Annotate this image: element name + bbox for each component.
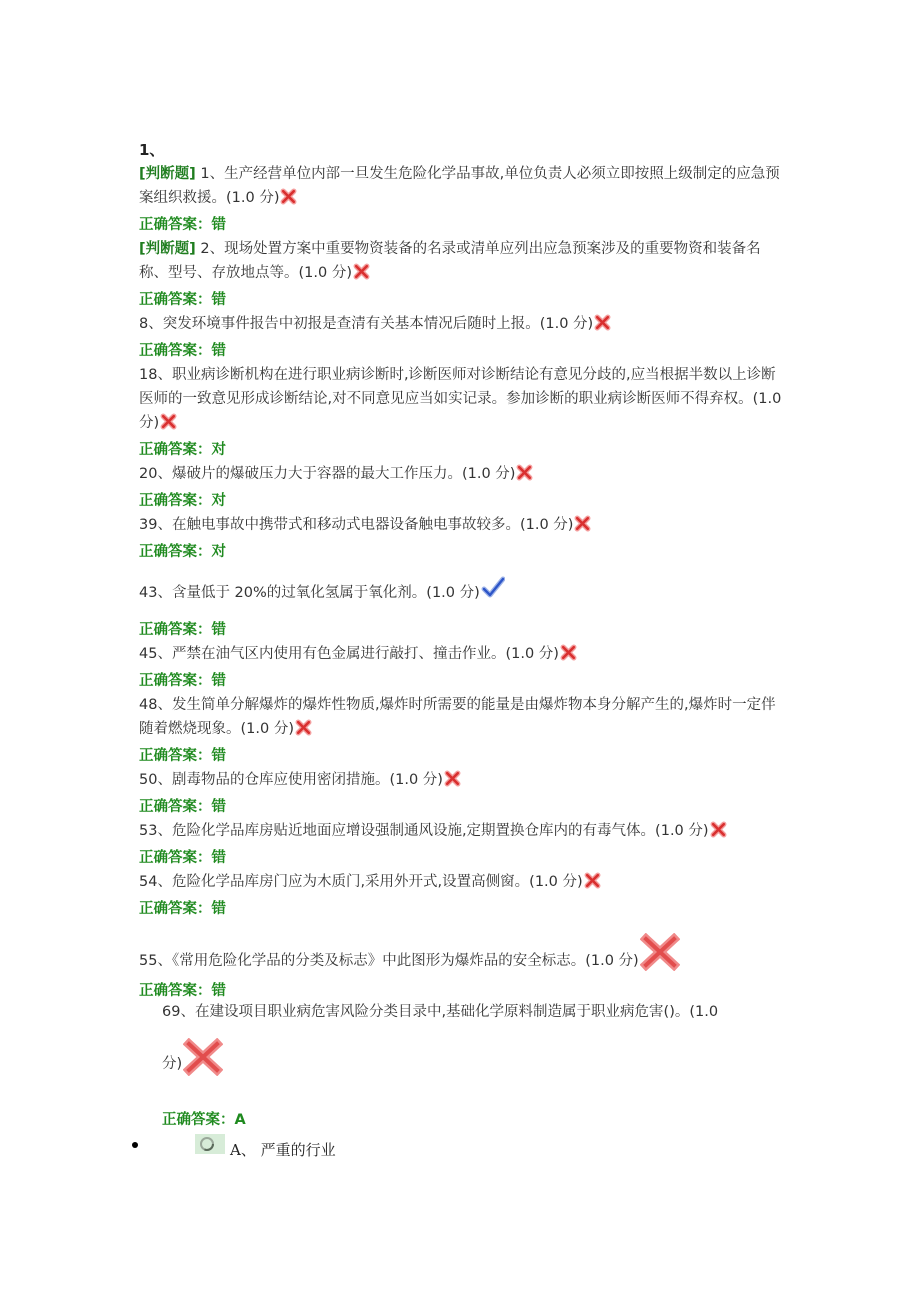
question-text bbox=[139, 933, 784, 979]
question-type-tag: [判断题] bbox=[139, 241, 196, 257]
cross-icon bbox=[280, 188, 297, 213]
radio-button[interactable] bbox=[195, 1134, 225, 1154]
spacer bbox=[139, 921, 784, 933]
correct-answer: 正确答案：错 bbox=[139, 292, 226, 308]
question-body: 43、含量低于 20%的过氧化氢属于氧化剂。(1.0 分) bbox=[139, 585, 480, 601]
question-body: 2、现场处置方案中重要物资装备的名录或清单应列出应急预案涉及的重要物资和装备名称、型号、存放地点等。(1.0 分) bbox=[139, 241, 761, 281]
question-body: 39、在触电事故中携带式和移动式电器设备触电事故较多。(1.0 分) bbox=[139, 517, 574, 533]
question-text bbox=[139, 576, 784, 608]
correct-answer: 正确答案：错 bbox=[139, 983, 226, 999]
question-69 bbox=[162, 1000, 782, 1132]
question-body: 55、《常用危险化学品的分类及标志》中此图形为爆炸品的安全标志。(1.0 分) bbox=[139, 953, 639, 969]
cross-icon bbox=[444, 770, 461, 795]
question-text bbox=[139, 312, 784, 339]
cross-icon bbox=[584, 872, 601, 897]
question-item bbox=[139, 363, 784, 462]
question-text-line: 分) bbox=[162, 1056, 183, 1072]
question-text bbox=[139, 237, 784, 288]
cross-icon bbox=[160, 413, 177, 438]
question-item bbox=[139, 693, 784, 768]
correct-answer: 正确答案：A bbox=[162, 1112, 246, 1128]
correct-answer: 正确答案：对 bbox=[139, 544, 226, 560]
question-body: 45、严禁在油气区内使用有色金属进行敲打、撞击作业。(1.0 分) bbox=[139, 646, 559, 662]
bullet-icon bbox=[132, 1142, 138, 1148]
question-body: 18、职业病诊断机构在进行职业病诊断时,诊断医师对诊断结论有意见分歧的,应当根据半数以上诊断医师的一致意见形成诊断结论,对不同意见应当如实记录。参加诊断的职业病诊断医师不得弃权。(1.0 分) bbox=[139, 367, 782, 431]
correct-answer: 正确答案：错 bbox=[139, 901, 226, 917]
question-item bbox=[139, 870, 784, 921]
question-text bbox=[139, 642, 784, 669]
option-label: A、 严重的行业 bbox=[230, 1141, 336, 1159]
cross-icon bbox=[516, 464, 533, 489]
correct-answer: 正确答案：对 bbox=[139, 442, 226, 458]
question-item bbox=[139, 564, 784, 642]
question-text bbox=[139, 162, 784, 213]
correct-answer: 正确答案：错 bbox=[139, 748, 226, 764]
question-item bbox=[139, 312, 784, 363]
question-body: 54、危险化学品库房门应为木质门,采用外开式,设置高侧窗。(1.0 分) bbox=[139, 874, 583, 890]
cross-icon bbox=[710, 821, 727, 846]
cross-icon bbox=[560, 644, 577, 669]
cross-icon bbox=[353, 263, 370, 288]
question-item bbox=[139, 462, 784, 513]
correct-answer: 正确答案：对 bbox=[139, 493, 226, 509]
correct-answer: 正确答案：错 bbox=[139, 343, 226, 359]
question-item bbox=[139, 642, 784, 693]
correct-answer: 正确答案：错 bbox=[139, 622, 226, 638]
cross-icon bbox=[574, 515, 591, 540]
question-item bbox=[139, 237, 784, 312]
question-text bbox=[139, 363, 784, 438]
question-item bbox=[139, 819, 784, 870]
question-list bbox=[139, 138, 784, 1003]
question-item bbox=[139, 921, 784, 1003]
spacer bbox=[139, 564, 784, 576]
question-text bbox=[162, 1000, 782, 1024]
cross-icon bbox=[594, 314, 611, 339]
question-body: 53、危险化学品库房贴近地面应增设强制通风设施,定期置换仓库内的有毒气体。(1.0 分) bbox=[139, 823, 709, 839]
question-type-tag: [判断题] bbox=[139, 166, 196, 182]
question-body: 1、生产经营单位内部一旦发生危险化学品事故,单位负责人必须立即按照上级制定的应急预案组织救援。(1.0 分) bbox=[139, 166, 780, 206]
question-text bbox=[139, 819, 784, 846]
question-item bbox=[139, 768, 784, 819]
question-text bbox=[139, 513, 784, 540]
question-text bbox=[162, 1038, 782, 1084]
question-text bbox=[139, 693, 784, 744]
question-body: 20、爆破片的爆破压力大于容器的最大工作压力。(1.0 分) bbox=[139, 466, 516, 482]
spacer bbox=[139, 608, 784, 618]
correct-answer: 正确答案：错 bbox=[139, 217, 226, 233]
question-text bbox=[139, 870, 784, 897]
check-icon bbox=[481, 576, 505, 608]
question-text-line: 69、在建设项目职业病危害风险分类目录中,基础化学原料制造属于职业病危害()。(1.0 bbox=[162, 1004, 719, 1020]
correct-answer: 正确答案：错 bbox=[139, 673, 226, 689]
big-cross-icon bbox=[640, 933, 680, 979]
question-body: 8、突发环境事件报告中初报是查清有关基本情况后随时上报。(1.0 分) bbox=[139, 316, 594, 332]
correct-answer: 正确答案：错 bbox=[139, 850, 226, 866]
question-item bbox=[139, 162, 784, 237]
question-body: 48、发生简单分解爆炸的爆炸性物质,爆炸时所需要的能量是由爆炸物本身分解产生的,爆炸时一定伴随着燃烧现象。(1.0 分) bbox=[139, 697, 776, 737]
cross-icon bbox=[295, 719, 312, 744]
question-item bbox=[139, 513, 784, 564]
question-text bbox=[139, 462, 784, 489]
big-cross-icon bbox=[183, 1038, 223, 1084]
section-heading: 1、 bbox=[139, 141, 165, 159]
question-text bbox=[139, 768, 784, 795]
question-body: 50、剧毒物品的仓库应使用密闭措施。(1.0 分) bbox=[139, 772, 443, 788]
correct-answer: 正确答案：错 bbox=[139, 799, 226, 815]
